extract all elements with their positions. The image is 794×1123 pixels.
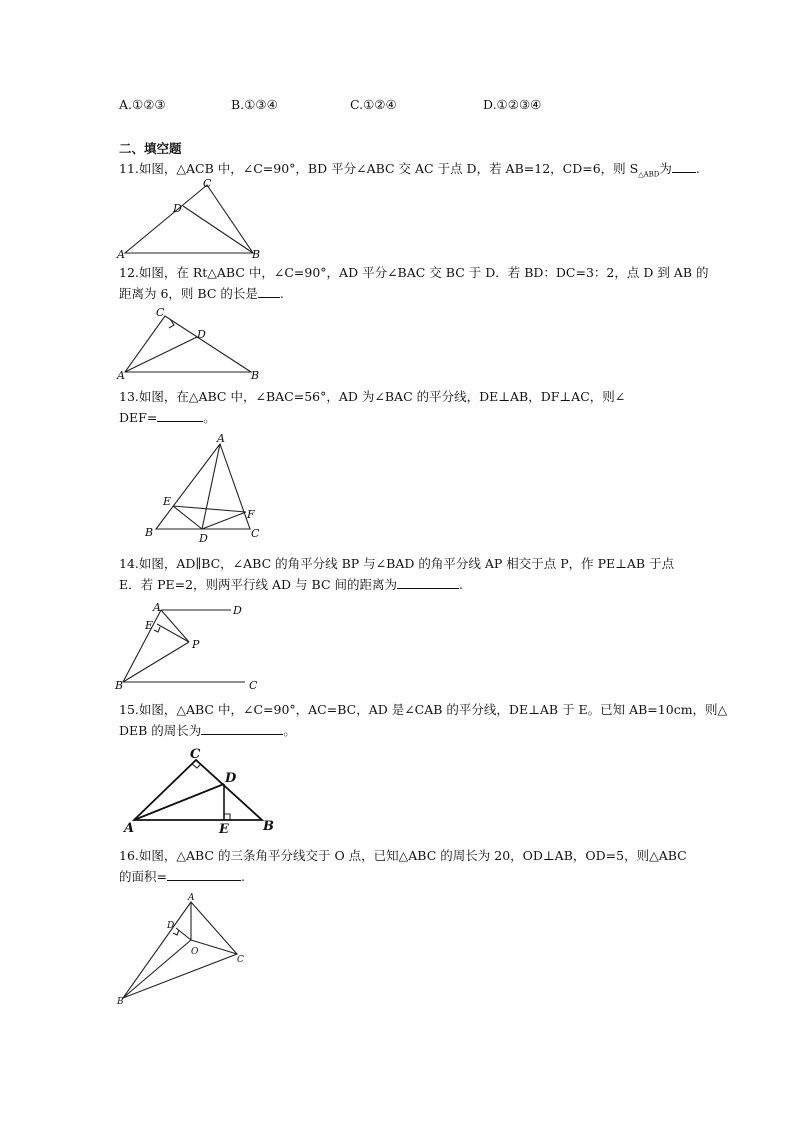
q12-blank[interactable]	[258, 285, 280, 298]
f13-label-f: F	[247, 508, 255, 521]
f15-triangle	[134, 760, 262, 820]
figure-16	[113, 888, 273, 1008]
q12-line2: 距离为 6，则 BC 的长是	[119, 286, 258, 301]
f14-label-c: C	[249, 679, 258, 692]
q12-line1: 12.如图，在 Rt△ABC 中，∠C=90°，AD 平分∠BAC 交 BC 于 D．若 BD：DC=3：2，点 D 到 AB 的	[119, 265, 709, 280]
q15-line2: DEB 的周长为	[119, 723, 202, 738]
q15-line1: 15.如图，△ABC 中，∠C=90°，AC=BC，AD 是∠CAB 的平分线，DE⊥AB 于 E。已知 AB=10cm，则△	[119, 702, 728, 717]
f16-label-c: C	[237, 955, 244, 965]
option-b: B.①③④	[231, 97, 278, 112]
f13-label-e: E	[163, 495, 172, 508]
f15-bisector	[134, 784, 224, 820]
f12-triangle	[125, 316, 251, 372]
q16-line2: 的面积=	[119, 869, 167, 884]
f14-label-a: A	[153, 601, 161, 614]
q15-blank[interactable]	[201, 722, 283, 735]
f11-label-c: C	[203, 177, 212, 190]
f16-bo	[123, 940, 191, 998]
f15-label-e: E	[219, 822, 229, 836]
question-15	[119, 699, 727, 741]
option-a: A.①②③	[119, 97, 166, 112]
q13-line2: DEF=	[119, 410, 158, 425]
f13-label-c: C	[251, 527, 260, 540]
q13-line1: 13.如图，在△ABC 中，∠BAC=56°，AD 为∠BAC 的平分线，DE⊥AB，DF⊥AC，则∠	[119, 389, 626, 404]
figure-12	[115, 304, 265, 382]
f15-label-a: A	[124, 821, 135, 836]
f14-label-b: B	[115, 679, 124, 692]
q11-text: 11.如图，△ACB 中，∠C=90°，BD 平分∠ABC 交 AC 于点 D，若 AB=12，CD=6，则 S	[119, 161, 639, 176]
f14-line-ab	[123, 610, 161, 682]
f11-label-b: B	[252, 248, 261, 260]
f13-df	[202, 512, 246, 529]
option-c: C.①②④	[350, 97, 397, 112]
q13-end: 。	[203, 410, 216, 425]
f14-label-d: D	[233, 604, 242, 617]
f14-line-bp	[123, 642, 189, 682]
figure-11	[115, 176, 265, 260]
f12-label-b: B	[251, 369, 260, 382]
q12-end: .	[279, 286, 284, 301]
f16-label-d: D	[167, 921, 175, 931]
f13-label-d: D	[199, 532, 208, 544]
q14-line2: E．若 PE=2，则两平行线 AD 与 BC 间的距离为	[119, 577, 397, 592]
f12-right-angle-mark	[169, 319, 174, 328]
q13-blank[interactable]	[157, 409, 203, 422]
q11-end: .	[695, 161, 700, 176]
q11-blank[interactable]	[672, 160, 696, 173]
f15-label-d: D	[225, 771, 237, 786]
question-12	[119, 262, 709, 304]
figure-13	[140, 432, 270, 544]
f11-label-a: A	[117, 248, 125, 260]
f14-label-e: E	[145, 619, 154, 632]
figure-14	[113, 598, 273, 694]
figure-15	[118, 744, 282, 836]
f13-label-b: B	[145, 526, 154, 539]
question-14	[119, 553, 674, 595]
f14-label-p: P	[192, 638, 200, 651]
f12-label-c: C	[156, 306, 165, 319]
f13-de	[173, 506, 202, 529]
q16-end: .	[240, 869, 245, 884]
f13-label-a: A	[217, 432, 225, 445]
f11-triangle	[125, 185, 253, 253]
f11-bisector	[183, 206, 253, 253]
question-16	[119, 845, 687, 887]
q14-line1: 14.如图，AD∥BC，∠ABC 的角平分线 BP 与∠BAD 的角平分线 AP 相交于点 P，作 PE⊥AB 于点	[119, 556, 675, 571]
section-title: 二、填空题	[119, 141, 182, 156]
question-13	[119, 386, 625, 428]
f16-label-o: O	[191, 947, 199, 957]
f14-line-ap	[161, 610, 189, 642]
f15-label-b: B	[263, 819, 274, 834]
q16-line1: 16.如图，△ABC 的三条角平分线交于 O 点，已知△ABC 的周长为 20，OD⊥AB，OD=5，则△ABC	[119, 848, 687, 863]
f14-line-pe	[157, 624, 189, 642]
q14-end: .	[459, 577, 463, 592]
f15-label-c: C	[190, 747, 201, 762]
f16-label-a: A	[188, 893, 195, 903]
f13-ef	[173, 506, 246, 512]
q11-tail: 为	[659, 161, 672, 176]
f15-right-angle-e	[224, 814, 230, 820]
q14-blank[interactable]	[397, 576, 459, 589]
f12-label-d: D	[197, 328, 206, 341]
q16-blank[interactable]	[167, 868, 241, 881]
q15-end: 。	[283, 723, 296, 738]
f12-bisector	[125, 337, 197, 372]
f16-od	[176, 928, 191, 940]
f12-label-a: A	[117, 369, 125, 382]
f14-right-angle-mark	[154, 627, 160, 632]
f15-right-angle-c	[192, 764, 201, 768]
q11-sub: △ABD	[638, 170, 660, 179]
f16-label-b: B	[117, 997, 124, 1007]
option-d: D.①②③④	[483, 97, 542, 112]
f11-label-d: D	[173, 202, 182, 215]
